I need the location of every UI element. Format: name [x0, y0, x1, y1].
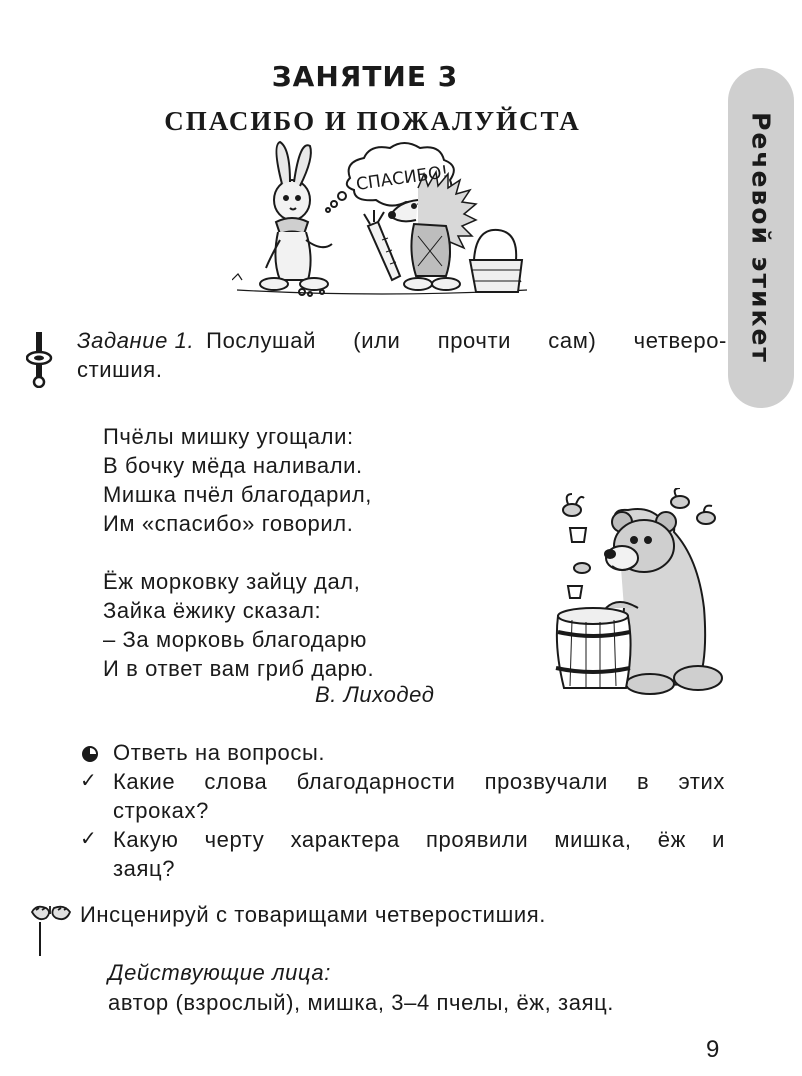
question-text-line: строках? — [113, 798, 209, 823]
poem-line: – За морковь благодарю — [103, 627, 367, 652]
lesson-subtitle: СПАСИБО И ПОЖАЛУЙСТА — [164, 106, 581, 136]
poem-stanza-2 — [103, 567, 483, 683]
poem-line: Ёж морковку зайцу дал, — [103, 569, 361, 594]
speech-bubble-text: СПАСИБО! — [354, 162, 450, 195]
poem-author: В. Лиходед — [315, 682, 435, 707]
theatre-masks-icon — [28, 902, 76, 958]
task-1 — [77, 326, 727, 384]
task-label: Задание 1. — [77, 328, 195, 353]
roles-label: Действующие лица: — [108, 960, 331, 985]
task-text-line: стишия. — [77, 357, 163, 382]
check-mark-icon: ✓ — [80, 770, 98, 792]
poem-line: Мишка пчёл благодарил, — [103, 482, 373, 507]
lesson-title: ЗАНЯТИЕ 3 — [271, 60, 459, 93]
section-side-tab-label: Речевой этикет — [746, 112, 776, 364]
question-1 — [80, 767, 725, 825]
poem-line: В бочку мёда наливали. — [103, 453, 363, 478]
question-text-line: Какую черту характера проявили мишка, ёж и — [113, 827, 725, 852]
task-text-line: Послушай (или прочти сам) четверо- — [206, 328, 727, 353]
poem — [103, 422, 483, 712]
poem-stanza-1 — [103, 422, 483, 538]
page-number: 9 — [706, 1036, 720, 1063]
poem-line: Им «спасибо» говорил. — [103, 511, 354, 536]
question-text-line: заяц? — [113, 856, 176, 881]
question-text-line: Какие слова благодарности прозвучали в этих — [113, 769, 725, 794]
bear-honey-illustration — [548, 488, 733, 700]
poem-line: И в ответ вам гриб дарю. — [103, 656, 375, 681]
hare-hedgehog-illustration — [232, 140, 532, 310]
poem-line: Пчёлы мишку угощали: — [103, 424, 354, 449]
poem-line: Зайка ёжику сказал: — [103, 598, 322, 623]
questions-block — [80, 738, 725, 883]
questions-intro-text: Ответь на вопросы. — [113, 740, 326, 765]
roles-list: автор (взрослый), мишка, 3–4 пчелы, ёж, заяц. — [108, 990, 614, 1015]
check-mark-icon: ✓ — [80, 828, 98, 850]
ear-listen-icon — [26, 330, 62, 388]
question-2 — [80, 825, 725, 883]
questions-intro — [80, 738, 725, 767]
staging-instruction: Инсценируй с товарищами четверостишия. — [80, 902, 546, 927]
